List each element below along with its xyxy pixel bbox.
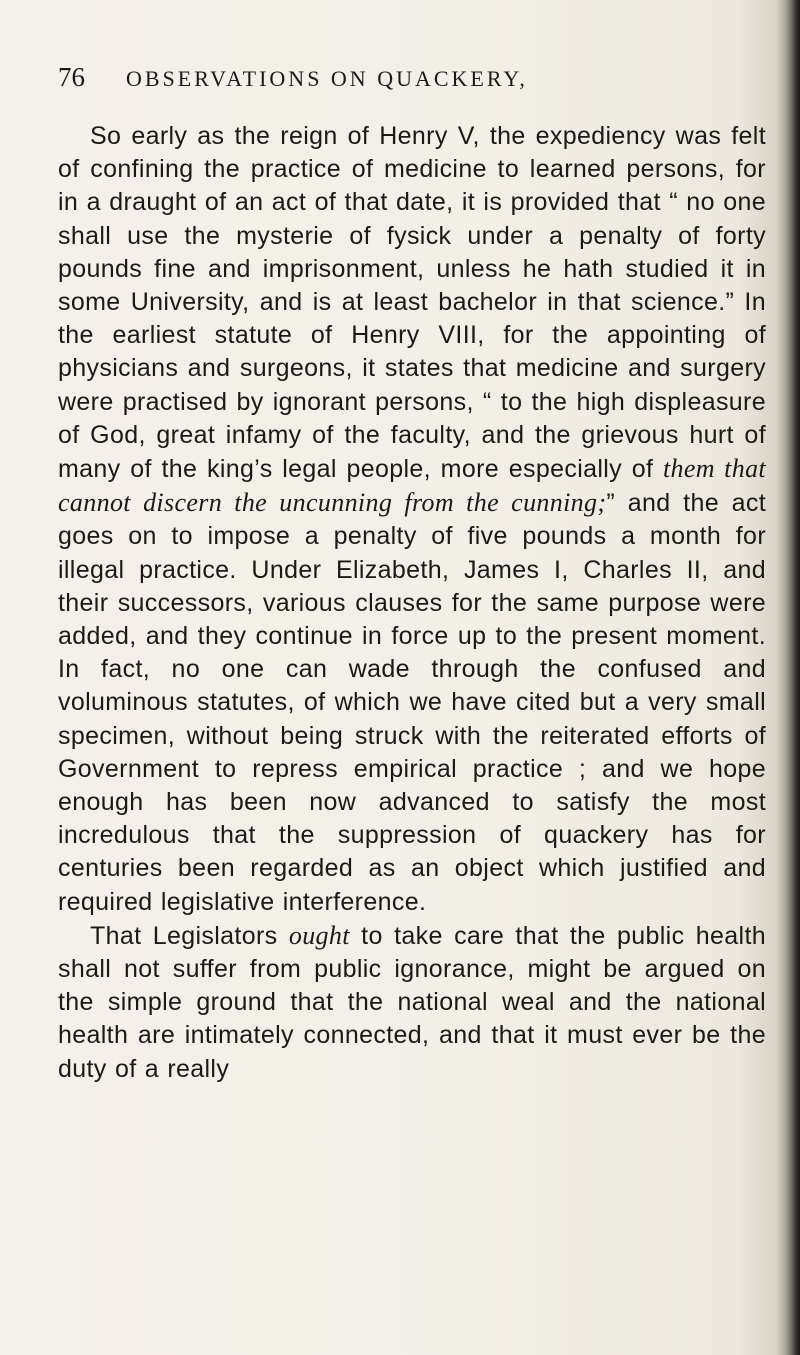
italic-text-segment: them that cannot discern the uncunning from the cunning; bbox=[58, 454, 766, 518]
page-number: 76 bbox=[58, 62, 85, 92]
text-segment: So early as the reign of Henry V, the expediency was felt of confining the practice of medicine to learned persons, for in a draught of an act of that date, it is provided that “ no one shall use the mysterie of fysick under a penalty of forty pounds fine and imprisonment, unless he hath studied it in some University, and is at least bachelor in that science.” In the earliest statute of Henry VIII, for the appointing of physicians and surgeons, it states that medicine and surgery were practised by ignorant persons, “ to the high displeasure of God, great infamy of the faculty, and the grievous hurt of many of the king’s legal people, more especially of bbox=[58, 122, 766, 484]
paragraph bbox=[58, 120, 766, 919]
text-segment: That Legislators bbox=[90, 921, 289, 950]
running-head: OBSERVATIONS ON QUACKERY, bbox=[126, 66, 528, 91]
page-edge-shadow bbox=[786, 0, 800, 1355]
italic-text-segment: ought bbox=[288, 920, 350, 950]
text-segment: ” and the act goes on to impose a penalty of five pounds a month for illegal practice. Under Elizabeth, James I, Charles II, and their successors, various clauses for the same purpose were added, and they continue in force up to the present moment. In fact, no one can wade through the confused and voluminous statutes, of which we have cited but a very small specimen, without being struck with the reiterated efforts of Government to repress empirical practice ; and we hope enough has been now advanced to satisfy the most incredulous that the suppression of quackery has for centuries been regarded as an object which justified and required legislative interference. bbox=[58, 489, 766, 916]
body-text bbox=[58, 120, 766, 1086]
page-header bbox=[58, 62, 778, 98]
text-segment: to take care that the public health shall not suffer from public ignorance, might be argued on the simple ground that the national weal and the national health are intimately connected, and that it must ever be the duty of a really bbox=[58, 921, 766, 1083]
paragraph bbox=[58, 919, 766, 1086]
